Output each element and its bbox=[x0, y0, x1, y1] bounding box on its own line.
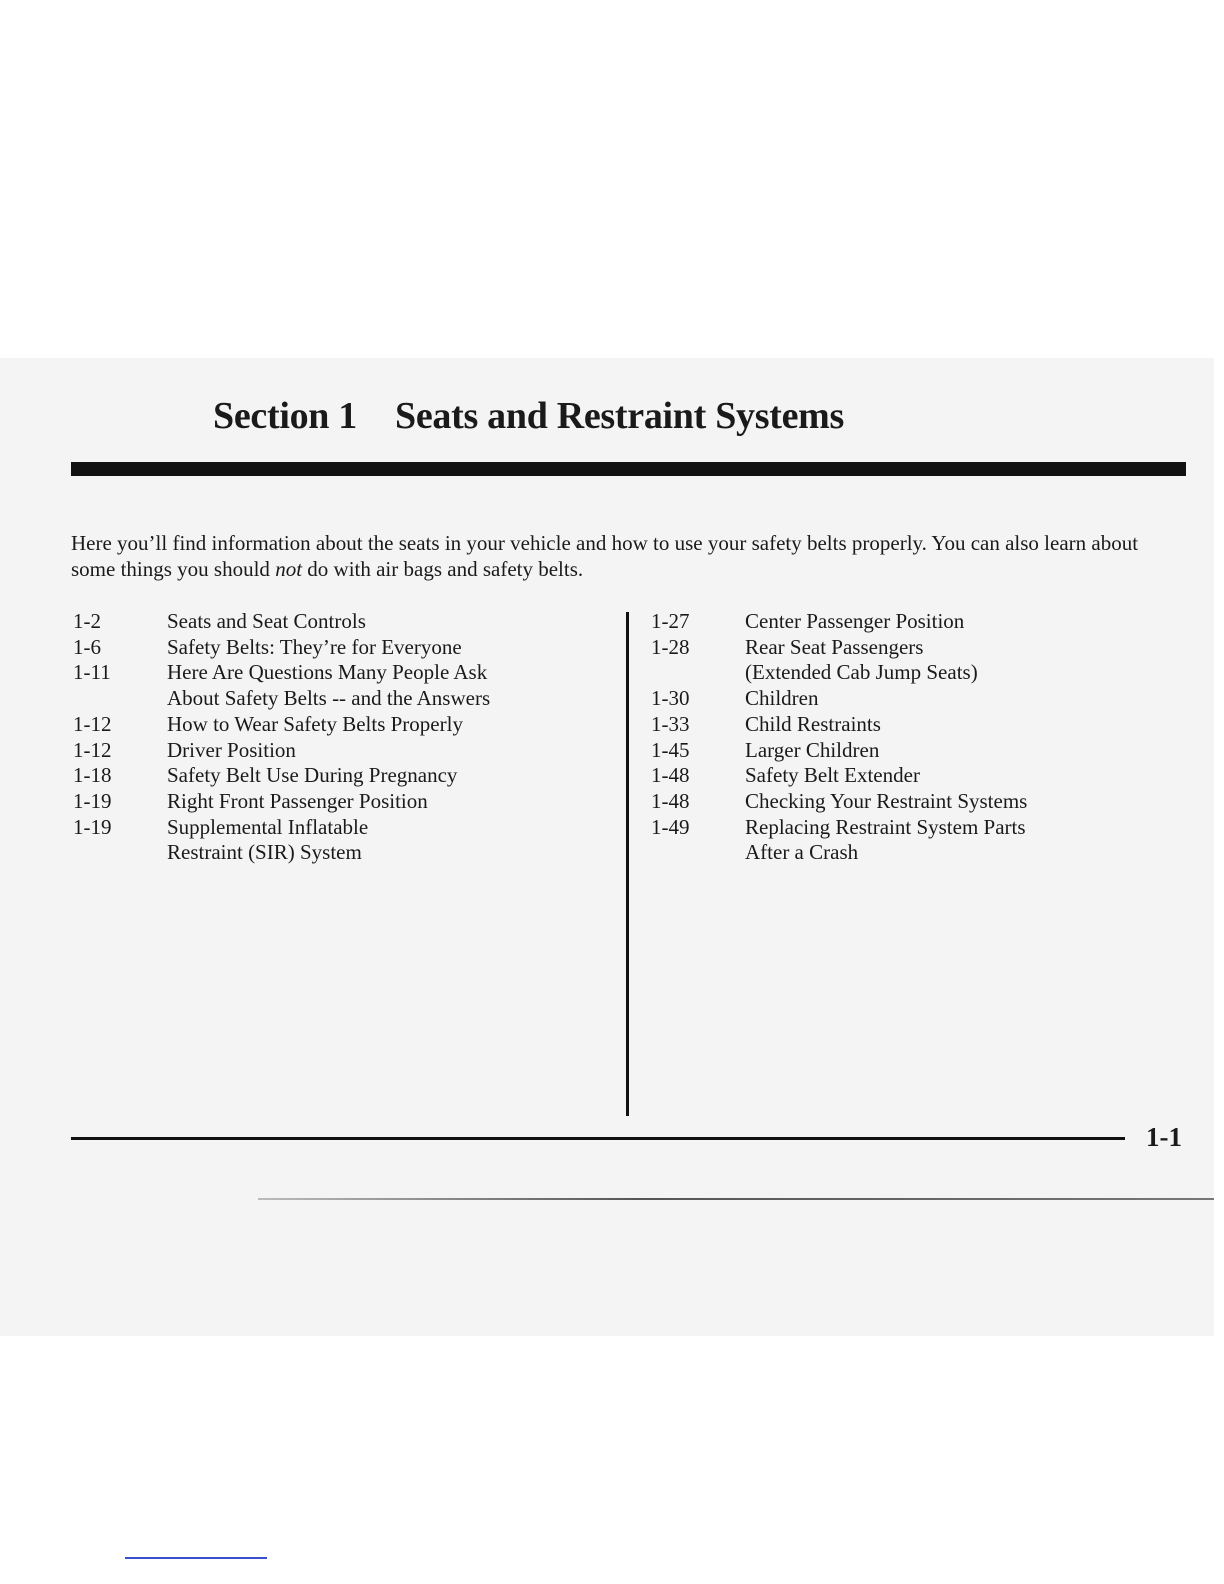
toc-title-line: After a Crash bbox=[745, 840, 859, 865]
toc-entry[interactable] bbox=[651, 635, 1151, 686]
toc-page-ref: 1-48 bbox=[651, 788, 690, 813]
toc-page-ref: 1-49 bbox=[651, 814, 690, 839]
toc-entry[interactable] bbox=[651, 712, 1151, 738]
toc-page-ref: 1-2 bbox=[73, 609, 101, 633]
section-title-text: Seats and Restraint Systems bbox=[395, 395, 844, 437]
toc-page-ref: 1-11 bbox=[73, 660, 111, 685]
toc-title-line: Here Are Questions Many People Ask bbox=[167, 660, 488, 685]
link-underline[interactable] bbox=[125, 1557, 267, 1559]
toc-title bbox=[745, 712, 1151, 738]
toc-title-line: Seats and Seat Controls bbox=[167, 609, 366, 633]
toc-page-ref: 1-12 bbox=[73, 711, 112, 736]
toc-title bbox=[167, 815, 593, 866]
toc-title-line: Rear Seat Passengers bbox=[745, 634, 924, 659]
toc-title-line: About Safety Belts -- and the Answers bbox=[167, 686, 491, 711]
toc-entry[interactable] bbox=[651, 686, 1151, 712]
toc-title bbox=[167, 609, 593, 635]
toc-entry[interactable] bbox=[651, 763, 1151, 789]
toc-entry[interactable] bbox=[73, 763, 593, 789]
toc-title bbox=[745, 609, 1151, 635]
toc-title-line: Children bbox=[745, 686, 819, 711]
toc-title-line: How to Wear Safety Belts Properly bbox=[167, 711, 463, 736]
toc-title bbox=[167, 738, 593, 764]
toc-page-ref: 1-6 bbox=[73, 634, 101, 659]
toc-entry[interactable] bbox=[651, 789, 1151, 815]
toc-title bbox=[167, 712, 593, 738]
toc-title-line: Center Passenger Position bbox=[745, 609, 965, 633]
toc-entry[interactable] bbox=[73, 609, 593, 635]
toc-title bbox=[745, 686, 1151, 712]
toc-page-ref: 1-19 bbox=[73, 814, 112, 839]
toc-page-ref: 1-12 bbox=[73, 737, 112, 762]
toc-title-line: Safety Belts: They’re for Everyone bbox=[167, 634, 462, 659]
toc-entry[interactable] bbox=[73, 635, 593, 661]
column-divider bbox=[626, 612, 629, 1116]
toc-title-line: Supplemental Inflatable bbox=[167, 814, 369, 839]
toc-left-column bbox=[73, 609, 593, 866]
toc-title-line: Checking Your Restraint Systems bbox=[745, 788, 1028, 813]
toc-title-line: Replacing Restraint System Parts bbox=[745, 814, 1026, 839]
toc-title-line: Restraint (SIR) System bbox=[167, 840, 362, 865]
toc-title bbox=[167, 789, 593, 815]
toc-title bbox=[167, 635, 593, 661]
toc-right-column bbox=[651, 609, 1151, 866]
toc-entry[interactable] bbox=[651, 609, 1151, 635]
toc-page-ref: 1-45 bbox=[651, 737, 690, 762]
toc-title-line: Safety Belt Extender bbox=[745, 763, 920, 788]
toc-title-line: Right Front Passenger Position bbox=[167, 788, 428, 813]
toc-title-line: Driver Position bbox=[167, 737, 296, 762]
scan-line bbox=[258, 1198, 1214, 1200]
toc-page-ref: 1-27 bbox=[651, 609, 690, 633]
intro-text-after: do with air bags and safety belts. bbox=[302, 557, 584, 581]
intro-emphasis: not bbox=[275, 557, 303, 581]
toc-title bbox=[745, 815, 1151, 866]
toc-title bbox=[745, 789, 1151, 815]
toc-entry[interactable] bbox=[651, 815, 1151, 866]
toc-page-ref: 1-30 bbox=[651, 686, 690, 711]
toc-entry[interactable] bbox=[73, 789, 593, 815]
toc-entry[interactable] bbox=[73, 660, 593, 711]
toc-title bbox=[167, 660, 593, 711]
toc-title-line: Safety Belt Use During Pregnancy bbox=[167, 763, 458, 788]
toc-page-ref: 1-18 bbox=[73, 763, 112, 788]
page-title bbox=[213, 394, 844, 438]
toc-title bbox=[745, 738, 1151, 764]
toc-title-line: Larger Children bbox=[745, 737, 880, 762]
toc-title-line: (Extended Cab Jump Seats) bbox=[745, 660, 978, 685]
toc-entry[interactable] bbox=[73, 738, 593, 764]
toc-title bbox=[745, 763, 1151, 789]
page-number: 1-1 bbox=[1146, 1122, 1182, 1152]
toc-page-ref: 1-28 bbox=[651, 634, 690, 659]
title-rule bbox=[71, 462, 1186, 476]
toc-entry[interactable] bbox=[73, 815, 593, 866]
toc-page-ref: 1-48 bbox=[651, 763, 690, 788]
toc-page-ref: 1-33 bbox=[651, 711, 690, 736]
section-number: Section 1 bbox=[213, 395, 358, 437]
toc-page-ref: 1-19 bbox=[73, 788, 112, 813]
toc-entry[interactable] bbox=[651, 738, 1151, 764]
intro-text-before: Here you’ll find information about the seats in your vehicle and how to use your safety belts properly. You can also learn about some things you should bbox=[71, 531, 1139, 581]
toc-entry[interactable] bbox=[73, 712, 593, 738]
footer-rule bbox=[71, 1137, 1125, 1140]
toc-title bbox=[167, 763, 593, 789]
toc-title bbox=[745, 635, 1151, 686]
intro-paragraph bbox=[71, 530, 1181, 582]
toc-title-line: Child Restraints bbox=[745, 711, 881, 736]
